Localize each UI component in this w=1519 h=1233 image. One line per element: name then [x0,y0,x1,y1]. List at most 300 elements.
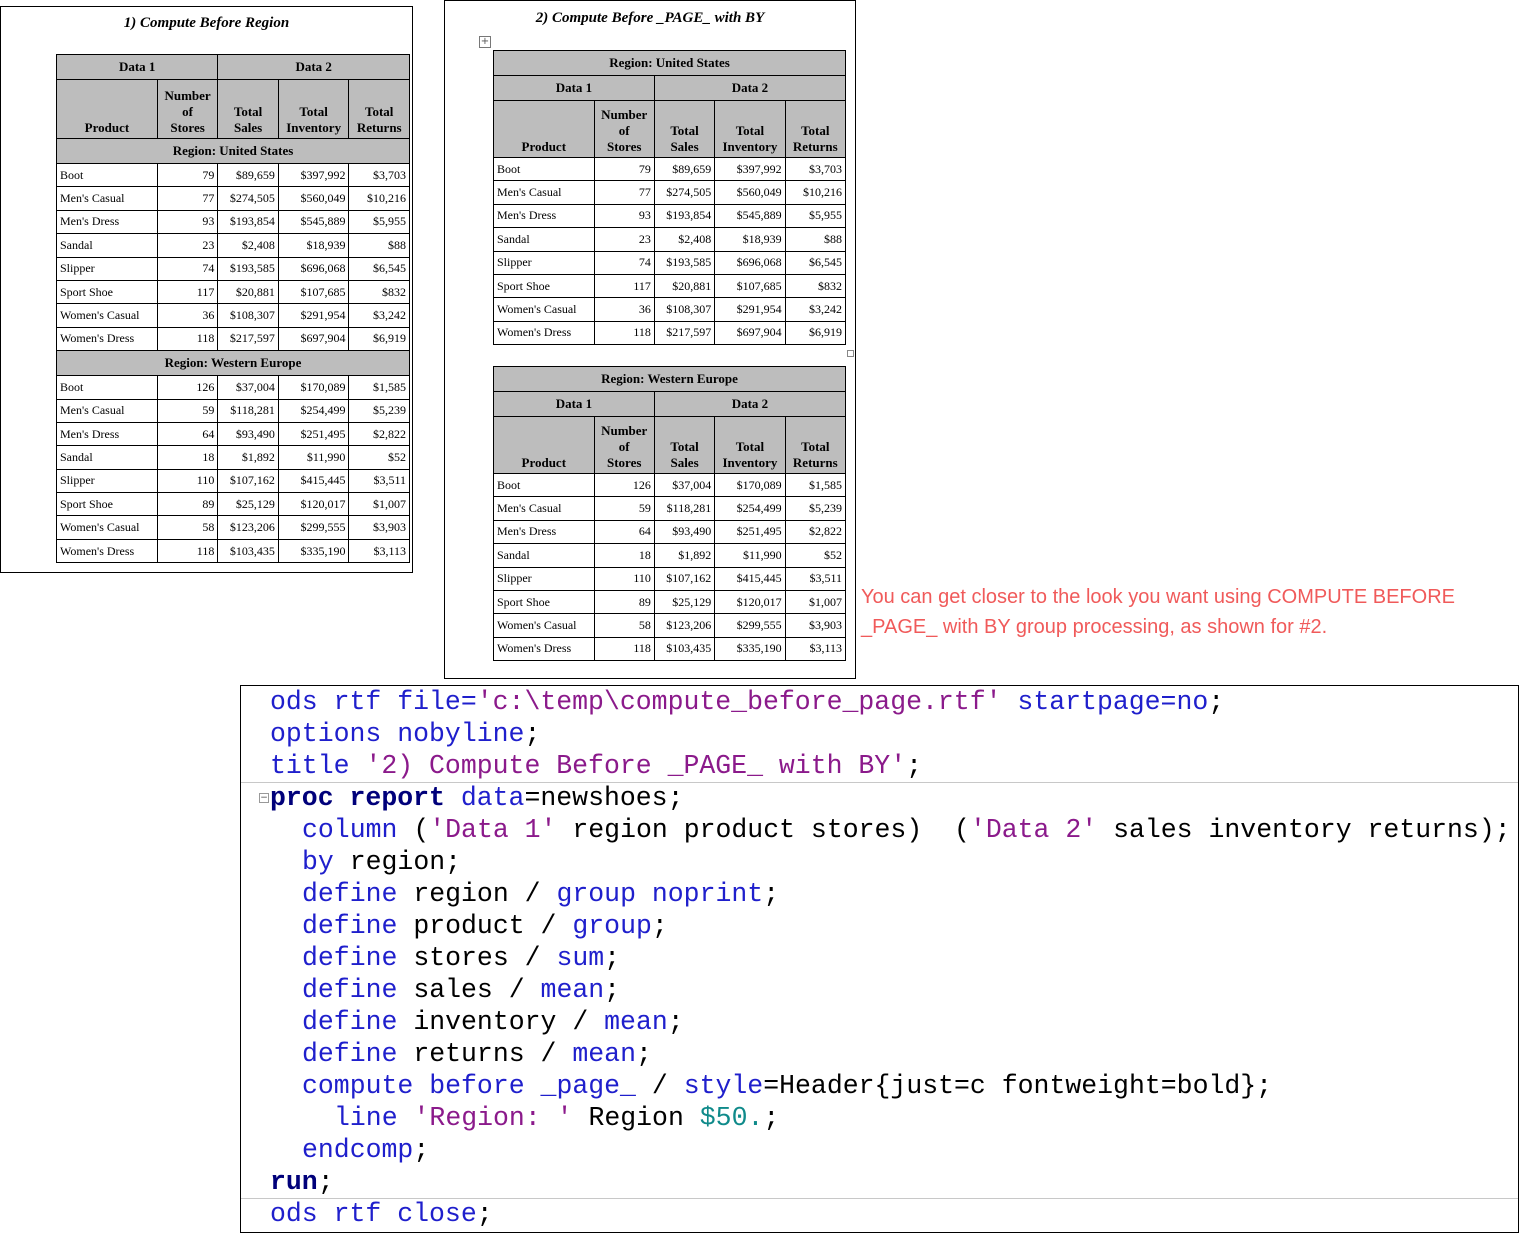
column-header-sales: Total Sales [218,80,279,139]
code-line[interactable] [241,910,1518,942]
value-cell: 74 [157,257,218,280]
value-cell: 93 [594,204,654,227]
table-row [494,298,846,321]
value-cell: 89 [594,590,654,613]
code-token: =newshoes; [524,783,684,813]
product-cell: Boot [57,164,158,187]
product-cell: Men's Dress [494,520,595,543]
value-cell: $3,242 [785,298,845,321]
value-cell: $299,555 [715,614,785,637]
spanning-header-data-1: Data 1 [494,76,655,101]
product-cell: Slipper [57,257,158,280]
code-line[interactable] [241,750,1518,783]
value-cell: $2,408 [654,228,714,251]
product-cell: Women's Dress [57,327,158,350]
value-cell: $3,242 [349,304,410,327]
value-cell: 74 [594,251,654,274]
spanning-header-data-2: Data 2 [218,55,410,80]
value-cell: $2,408 [218,234,279,257]
product-cell: Men's Casual [57,399,158,422]
value-cell: $93,490 [654,520,714,543]
spanning-header-data-1: Data 1 [494,392,655,417]
value-cell: $170,089 [715,474,785,497]
table-row [57,164,410,187]
value-cell: 117 [594,274,654,297]
product-cell: Slipper [494,567,595,590]
value-cell: $696,068 [715,251,785,274]
code-token: ods rtf close [270,1199,477,1229]
report-1-panel [0,6,413,573]
code-token: sum [556,943,605,973]
code-token: 'c:\temp\compute_before_page.rtf' [476,687,1002,717]
value-cell: $5,955 [349,210,410,233]
value-cell: $108,307 [654,298,714,321]
table-row [57,446,410,469]
value-cell: $3,113 [785,637,845,660]
value-cell: 23 [157,234,218,257]
value-cell: $251,495 [715,520,785,543]
table-row [494,228,846,251]
code-token: style [683,1071,764,1101]
column-header-returns: Total Returns [785,101,845,158]
code-token: define [302,975,398,1005]
value-cell: $123,206 [218,516,279,539]
table-row [57,304,410,327]
value-cell: $2,822 [349,422,410,445]
code-token: proc report [270,783,445,813]
code-token: ; [604,975,621,1005]
code-token: column [302,815,414,845]
code-token: product / [397,911,573,941]
product-cell: Men's Casual [57,187,158,210]
value-cell: $11,990 [715,544,785,567]
value-cell: $397,992 [278,164,349,187]
report-2-grid [493,366,846,661]
column-header-stores: Number of Stores [594,101,654,158]
value-cell: $254,499 [278,399,349,422]
product-cell: Slipper [494,251,595,274]
table-row [494,520,846,543]
value-cell: $274,505 [654,181,714,204]
product-cell: Women's Casual [57,516,158,539]
value-cell: $1,892 [654,544,714,567]
value-cell: $3,113 [349,539,410,562]
value-cell: 36 [594,298,654,321]
code-line[interactable] [241,782,1518,814]
code-token: mean [604,1007,668,1037]
product-cell: Sandal [494,544,595,567]
value-cell: $20,881 [654,274,714,297]
value-cell: $560,049 [278,187,349,210]
product-cell: Sport Shoe [57,493,158,516]
code-token: region product stores) ( [556,815,970,845]
value-cell: 58 [594,614,654,637]
value-cell: $397,992 [715,158,785,181]
value-cell: $107,162 [654,567,714,590]
value-cell: $193,585 [654,251,714,274]
table-row [494,590,846,613]
code-token: group [572,911,652,941]
report-2-title: 2) Compute Before _PAGE_ with BY [535,10,765,26]
code-token: startpage=no [1001,687,1209,717]
table-row [494,321,846,344]
annotation-note: You can get closer to the look you want using COMPUTE BEFORE _PAGE_ with BY group processing, as shown for #2. [861,586,1455,638]
table-row [57,234,410,257]
code-token: define [302,1007,398,1037]
value-cell: $3,511 [349,469,410,492]
code-token: compute before _page_ [302,1071,636,1101]
region-header-row [57,139,410,164]
value-cell: $118,281 [654,497,714,520]
spanning-header-row [57,55,410,80]
column-header-row [494,417,846,474]
column-header-stores: Number of Stores [594,417,654,474]
value-cell: $3,903 [349,516,410,539]
value-cell: $697,904 [715,321,785,344]
table-row [57,327,410,350]
value-cell: $1,007 [785,590,845,613]
value-cell: $88 [349,234,410,257]
code-line[interactable] [241,1134,1518,1166]
code-token: ; [413,1135,430,1165]
product-cell: Men's Dress [57,422,158,445]
product-cell: Sport Shoe [57,280,158,303]
code-token: Region [572,1103,700,1133]
value-cell: 59 [157,399,218,422]
table-row [57,210,410,233]
value-cell: $5,239 [349,399,410,422]
fold-toggle-icon[interactable]: − [260,793,268,803]
value-cell: 89 [157,493,218,516]
value-cell: 118 [594,637,654,660]
spanning-header-data-2: Data 2 [654,76,845,101]
column-header-inventory: Total Inventory [715,101,785,158]
value-cell: 117 [157,280,218,303]
value-cell: 23 [594,228,654,251]
value-cell: $107,685 [278,280,349,303]
spanning-header-row [494,76,846,101]
value-cell: 58 [157,516,218,539]
code-line[interactable] [241,878,1518,910]
code-token: ; [651,911,668,941]
value-cell: $697,904 [278,327,349,350]
value-cell: $52 [785,544,845,567]
code-token: 'Region: ' [413,1103,573,1133]
code-token: by [302,847,334,877]
value-cell: $5,955 [785,204,845,227]
product-cell: Men's Casual [494,181,595,204]
value-cell: $120,017 [278,493,349,516]
product-cell: Women's Casual [57,304,158,327]
table-row [494,158,846,181]
value-cell: $335,190 [278,539,349,562]
region-header-row [57,351,410,376]
value-cell: $103,435 [218,539,279,562]
value-cell: $1,585 [785,474,845,497]
code-token: define [302,879,398,909]
value-cell: 18 [157,446,218,469]
product-cell: Women's Dress [494,321,595,344]
table-row [494,544,846,567]
region-header-row [494,51,846,76]
value-cell: $832 [785,274,845,297]
table-row [494,567,846,590]
report-1-table [56,54,410,563]
product-cell: Women's Casual [494,614,595,637]
product-cell: Sport Shoe [494,274,595,297]
value-cell: 118 [594,321,654,344]
column-header-returns: Total Returns [349,80,410,139]
value-cell: $560,049 [715,181,785,204]
value-cell: $6,545 [785,251,845,274]
table-row [494,637,846,660]
code-token: ( [413,815,430,845]
column-header-row [57,80,410,139]
value-cell: $217,597 [654,321,714,344]
code-token: ; [524,719,541,749]
value-cell: $299,555 [278,516,349,539]
region-header: Region: Western Europe [57,351,410,376]
value-cell: $93,490 [218,422,279,445]
code-token: '2) Compute Before _PAGE_ with BY' [365,751,907,781]
code-token: ; [476,1199,493,1229]
value-cell: $37,004 [654,474,714,497]
product-cell: Women's Dress [494,637,595,660]
code-token: group noprint [556,879,764,909]
value-cell: $3,703 [785,158,845,181]
product-cell: Women's Dress [57,539,158,562]
value-cell: $415,445 [278,469,349,492]
value-cell: $103,435 [654,637,714,660]
report-1-title: 1) Compute Before Region [123,15,290,31]
product-cell: Men's Dress [494,204,595,227]
value-cell: 18 [594,544,654,567]
product-cell: Slipper [57,469,158,492]
value-cell: 79 [594,158,654,181]
code-token: endcomp [302,1135,414,1165]
value-cell: $3,703 [349,164,410,187]
value-cell: $335,190 [715,637,785,660]
column-header-inventory: Total Inventory [278,80,349,139]
report-2-table-1 [493,50,846,345]
value-cell: $254,499 [715,497,785,520]
column-header-returns: Total Returns [785,417,845,474]
value-cell: 126 [157,376,218,399]
table-row [494,181,846,204]
table-row [494,251,846,274]
table-row [494,204,846,227]
code-token: data [444,783,525,813]
value-cell: $6,545 [349,257,410,280]
product-cell: Women's Casual [494,298,595,321]
value-cell: $6,919 [785,321,845,344]
value-cell: 64 [157,422,218,445]
column-header-sales: Total Sales [654,417,714,474]
value-cell: 79 [157,164,218,187]
value-cell: $108,307 [218,304,279,327]
region-header: Region: United States [57,139,410,164]
code-token: ; [317,1167,334,1197]
code-token: define [302,943,398,973]
value-cell: $251,495 [278,422,349,445]
report-2-grid [493,50,846,345]
table-row [494,474,846,497]
code-token: region / [397,879,557,909]
value-cell: 77 [594,181,654,204]
table-resize-handle[interactable] [847,350,854,357]
value-cell: $37,004 [218,376,279,399]
value-cell: $18,939 [278,234,349,257]
value-cell: $274,505 [218,187,279,210]
table-move-handle-icon[interactable]: + [480,36,490,47]
column-header-product: Product [57,80,158,139]
value-cell: $3,511 [785,567,845,590]
code-token: line [334,1103,414,1133]
value-cell: 36 [157,304,218,327]
code-line[interactable] [241,974,1518,1006]
value-cell: $10,216 [785,181,845,204]
code-token: define [302,911,398,941]
code-token: sales / [397,975,541,1005]
table-row [57,516,410,539]
value-cell: $193,585 [218,257,279,280]
value-cell: $217,597 [218,327,279,350]
value-cell: $170,089 [278,376,349,399]
value-cell: $1,007 [349,493,410,516]
value-cell: $11,990 [278,446,349,469]
table-row [57,376,410,399]
value-cell: $2,822 [785,520,845,543]
value-cell: 64 [594,520,654,543]
value-cell: $291,954 [278,304,349,327]
code-token: 'Data 2' [969,815,1098,845]
report-1-grid [56,54,410,563]
value-cell: $832 [349,280,410,303]
value-cell: $545,889 [278,210,349,233]
value-cell: $120,017 [715,590,785,613]
value-cell: 118 [157,539,218,562]
product-cell: Sandal [57,446,158,469]
code-token: ; [906,751,923,781]
table-row [494,497,846,520]
value-cell: $193,854 [654,204,714,227]
product-cell: Sandal [57,234,158,257]
column-header-inventory: Total Inventory [715,417,785,474]
value-cell: $1,585 [349,376,410,399]
code-token: region; [333,847,462,877]
spanning-header-data-2: Data 2 [654,392,845,417]
code-line[interactable] [241,814,1518,846]
code-token: ; [635,1039,652,1069]
value-cell: $107,162 [218,469,279,492]
code-token: 'Data 1' [429,815,557,845]
value-cell: $123,206 [654,614,714,637]
code-token: inventory / [397,1007,605,1037]
value-cell: $25,129 [218,493,279,516]
code-token: ; [1208,687,1225,717]
code-token: ; [763,1103,780,1133]
code-token: ; [604,943,621,973]
region-header-row [494,367,846,392]
product-cell: Sandal [494,228,595,251]
value-cell: 93 [157,210,218,233]
column-header-row [494,101,846,158]
table-row [57,399,410,422]
value-cell: $291,954 [715,298,785,321]
code-token: ods rtf file= [270,687,477,717]
value-cell: $5,239 [785,497,845,520]
value-cell: 110 [157,469,218,492]
value-cell: $20,881 [218,280,279,303]
code-token: returns / [397,1039,573,1069]
value-cell: $415,445 [715,567,785,590]
table-row [57,422,410,445]
code-token: run [270,1167,318,1197]
value-cell: $52 [349,446,410,469]
code-token: sales inventory returns); [1097,815,1511,845]
code-line[interactable] [241,686,1518,718]
spanning-header-data-1: Data 1 [57,55,218,80]
code-line[interactable] [241,718,1518,750]
table-row [57,280,410,303]
value-cell: $10,216 [349,187,410,210]
table-row [57,257,410,280]
code-line[interactable] [241,1006,1518,1038]
code-line[interactable] [241,1166,1518,1199]
value-cell: $18,939 [715,228,785,251]
table-row [57,493,410,516]
code-line[interactable] [241,1102,1518,1134]
code-line[interactable] [241,846,1518,878]
code-line[interactable] [241,1198,1518,1230]
table-row [57,539,410,562]
product-cell: Boot [57,376,158,399]
value-cell: $89,659 [218,164,279,187]
code-editor[interactable] [240,685,1519,1233]
region-header: Region: Western Europe [494,367,846,392]
value-cell: $88 [785,228,845,251]
spanning-header-row [494,392,846,417]
code-token: ; [667,1007,684,1037]
value-cell: $25,129 [654,590,714,613]
value-cell: $6,919 [349,327,410,350]
product-cell: Men's Dress [57,210,158,233]
value-cell: 77 [157,187,218,210]
code-line[interactable] [241,1038,1518,1070]
product-cell: Boot [494,474,595,497]
value-cell: 110 [594,567,654,590]
value-cell: $193,854 [218,210,279,233]
report-2-table-2 [493,366,846,661]
product-cell: Men's Casual [494,497,595,520]
product-cell: Boot [494,158,595,181]
value-cell: $1,892 [218,446,279,469]
code-token: mean [572,1039,636,1069]
value-cell: $107,685 [715,274,785,297]
code-token: title [270,751,366,781]
column-header-product: Product [494,101,595,158]
code-line[interactable] [241,1070,1518,1102]
value-cell: $118,281 [218,399,279,422]
value-cell: 59 [594,497,654,520]
table-row [57,187,410,210]
code-token: ; [763,879,780,909]
code-token: options nobyline [270,719,525,749]
code-line[interactable] [241,942,1518,974]
product-cell: Sport Shoe [494,590,595,613]
value-cell: $545,889 [715,204,785,227]
table-row [494,614,846,637]
